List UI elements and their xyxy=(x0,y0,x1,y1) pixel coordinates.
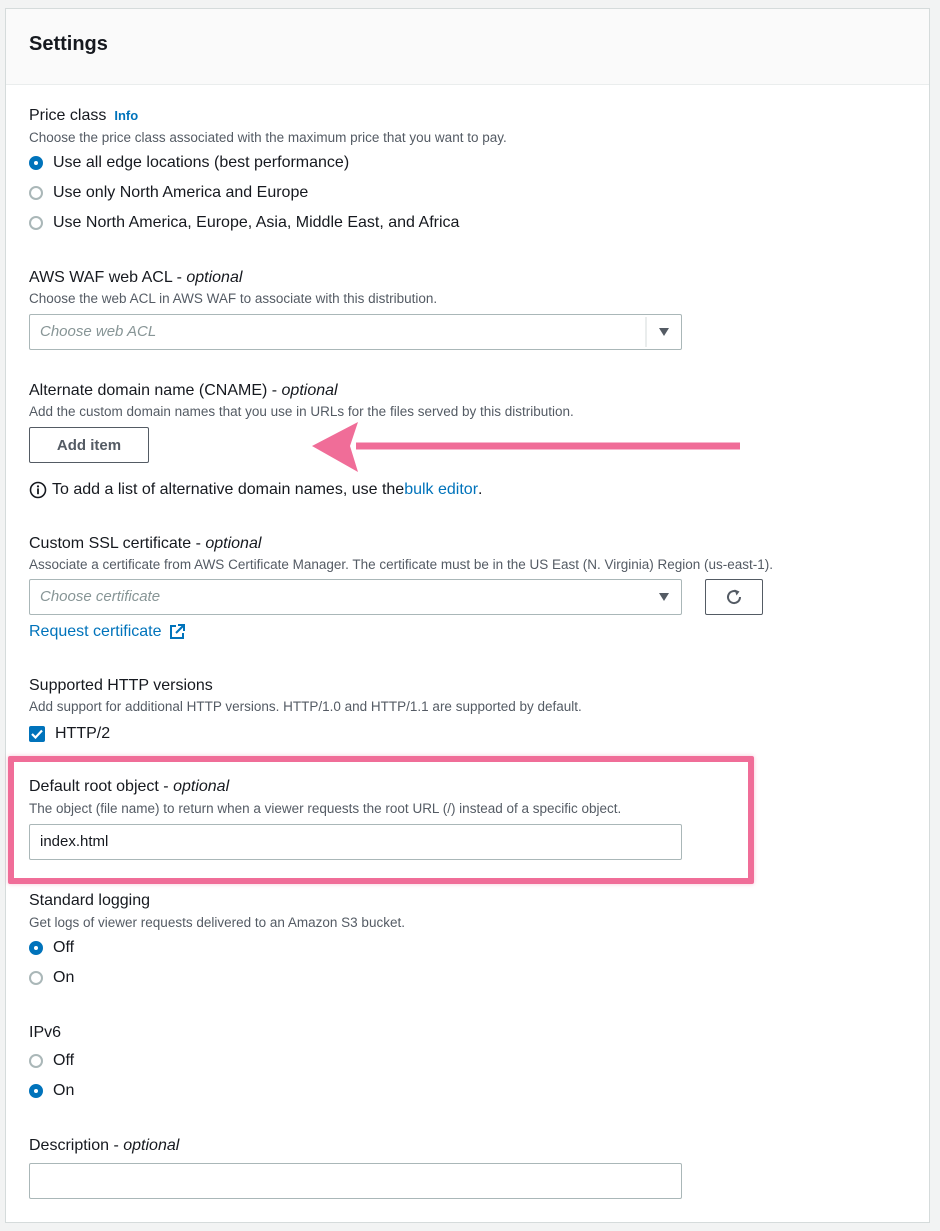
radio-label: Off xyxy=(53,1052,75,1069)
ipv6-label: IPv6 xyxy=(29,1024,62,1041)
checkbox-label: HTTP/2 xyxy=(55,725,111,742)
radio-label: Use only North America and Europe xyxy=(53,184,309,201)
waf-label-text: AWS WAF web ACL - xyxy=(29,269,187,286)
optional-tag: optional xyxy=(123,1137,180,1154)
refresh-certificates-button[interactable] xyxy=(705,579,763,615)
radio-label: On xyxy=(53,969,75,986)
panel-header xyxy=(6,9,929,85)
price-class-info-link[interactable]: Info xyxy=(114,108,139,123)
annotation-highlight-box xyxy=(8,756,754,884)
root-object-input[interactable]: index.html xyxy=(29,824,682,860)
root-object-label xyxy=(29,778,229,796)
annotation-arrow-icon xyxy=(310,420,742,476)
request-certificate-link-row[interactable] xyxy=(29,623,186,641)
add-item-button[interactable]: Add item xyxy=(29,427,149,463)
cname-description: Add the custom domain names that you use in URLs for the files served by this distribution. xyxy=(29,404,574,419)
ipv6-option-off[interactable] xyxy=(29,1052,74,1070)
optional-tag: optional xyxy=(173,778,230,795)
price-class-option-all[interactable] xyxy=(29,154,349,172)
certificate-select[interactable] xyxy=(29,579,682,615)
optional-tag: optional xyxy=(281,382,338,399)
radio-selected[interactable] xyxy=(29,941,43,955)
panel-title: Settings xyxy=(29,33,108,55)
logging-description: Get logs of viewer requests delivered to an Amazon S3 bucket. xyxy=(29,915,405,930)
waf-select[interactable] xyxy=(29,314,682,350)
radio-label: Use North America, Europe, Asia, Middle East, and Africa xyxy=(53,214,460,231)
http2-checkbox[interactable] xyxy=(29,726,45,742)
hint-text: To add a list of alternative domain names, use the xyxy=(52,481,405,498)
price-class-label-text: Price class xyxy=(29,107,107,124)
radio-unselected[interactable] xyxy=(29,186,43,200)
check-icon xyxy=(31,729,43,739)
waf-select-placeholder: Choose web ACL xyxy=(40,323,157,340)
root-object-description: The object (file name) to return when a viewer requests the root URL (/) instead of a specific object. xyxy=(29,801,622,816)
root-object-label-text: Default root object - xyxy=(29,778,174,795)
waf-label xyxy=(29,269,242,287)
price-class-description: Choose the price class associated with the maximum price that you want to pay. xyxy=(29,130,507,145)
logging-option-off[interactable] xyxy=(29,939,74,957)
radio-label: Use all edge locations (best performance) xyxy=(53,154,350,171)
ssl-label xyxy=(29,535,261,553)
ssl-label-text: Custom SSL certificate - xyxy=(29,535,206,552)
http2-checkbox-row[interactable] xyxy=(29,725,110,743)
waf-description: Choose the web ACL in AWS WAF to associate with this distribution. xyxy=(29,291,438,306)
price-class-label xyxy=(29,107,138,125)
caret-down-icon[interactable] xyxy=(647,580,681,614)
optional-tag: optional xyxy=(205,535,262,552)
http-versions-description: Add support for additional HTTP versions. HTTP/1.0 and HTTP/1.1 are supported by default. xyxy=(29,699,582,714)
description-label xyxy=(29,1137,179,1155)
refresh-icon xyxy=(724,587,744,607)
request-certificate-link[interactable]: Request certificate xyxy=(29,623,162,640)
hint-suffix: . xyxy=(478,481,483,498)
cname-label xyxy=(29,382,338,400)
price-class-option-na-eu-asia[interactable] xyxy=(29,214,459,232)
ipv6-option-on[interactable] xyxy=(29,1082,74,1100)
cname-label-text: Alternate domain name (CNAME) - xyxy=(29,382,282,399)
http-versions-label: Supported HTTP versions xyxy=(29,677,213,694)
info-circle-icon xyxy=(29,481,47,499)
radio-unselected[interactable] xyxy=(29,1054,43,1068)
radio-label: On xyxy=(53,1082,75,1099)
radio-label: Off xyxy=(53,939,75,956)
description-input[interactable] xyxy=(29,1163,682,1199)
logging-option-on[interactable] xyxy=(29,969,74,987)
ssl-description: Associate a certificate from AWS Certificate Manager. The certificate must be in the US East (N. Virginia) Region (us-east-1). xyxy=(29,557,774,572)
certificate-select-placeholder: Choose certificate xyxy=(40,588,161,605)
optional-tag: optional xyxy=(186,269,243,286)
radio-selected[interactable] xyxy=(29,1084,43,1098)
logging-label: Standard logging xyxy=(29,892,150,909)
caret-down-icon[interactable] xyxy=(647,315,681,349)
bulk-editor-hint xyxy=(29,481,482,499)
external-link-icon[interactable] xyxy=(168,623,186,641)
radio-unselected[interactable] xyxy=(29,216,43,230)
bulk-editor-link[interactable]: bulk editor xyxy=(404,481,479,498)
description-label-text: Description - xyxy=(29,1137,124,1154)
radio-selected[interactable] xyxy=(29,156,43,170)
price-class-option-na-eu[interactable] xyxy=(29,184,308,202)
radio-unselected[interactable] xyxy=(29,971,43,985)
